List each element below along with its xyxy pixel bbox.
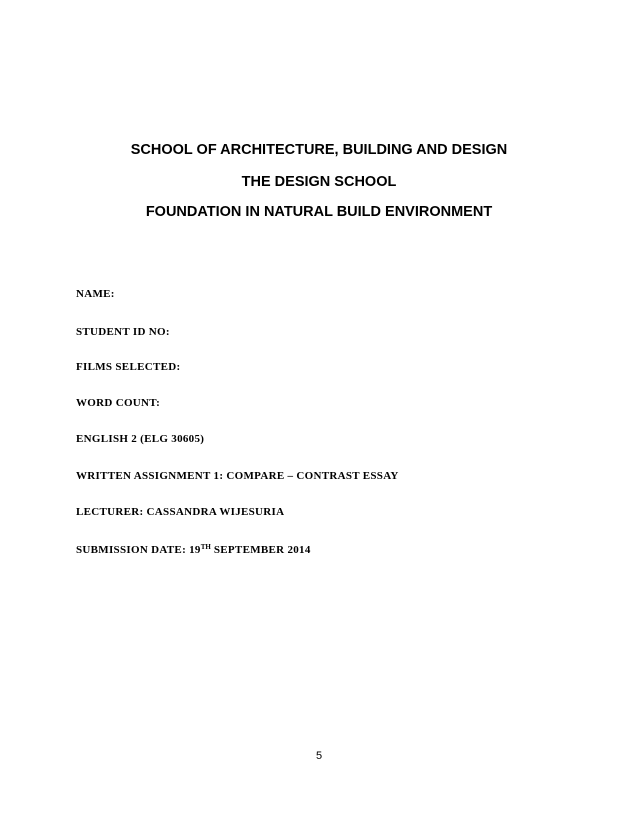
assignment-field: WRITTEN ASSIGNMENT 1: COMPARE – CONTRAST ESSAY	[76, 470, 399, 482]
school-heading: SCHOOL OF ARCHITECTURE, BUILDING AND DESIGN	[130, 142, 508, 158]
submission-date-rest: SEPTEMBER 2014	[210, 544, 311, 556]
word-count-field: WORD COUNT:	[76, 397, 161, 409]
submission-date-field	[76, 543, 311, 556]
department-heading: THE DESIGN SCHOOL	[241, 174, 397, 190]
page-number: 5	[315, 750, 323, 762]
submission-date-label: SUBMISSION DATE: 19	[76, 544, 201, 556]
program-heading: FOUNDATION IN NATURAL BUILD ENVIRONMENT	[145, 204, 493, 220]
course-field: ENGLISH 2 (ELG 30605)	[76, 433, 205, 445]
student-id-field: STUDENT ID NO:	[76, 326, 170, 338]
films-selected-field: FILMS SELECTED:	[76, 361, 181, 373]
name-field: NAME:	[76, 288, 115, 300]
ordinal-suffix: TH	[200, 543, 211, 551]
lecturer-field: LECTURER: CASSANDRA WIJESURIA	[76, 506, 285, 518]
